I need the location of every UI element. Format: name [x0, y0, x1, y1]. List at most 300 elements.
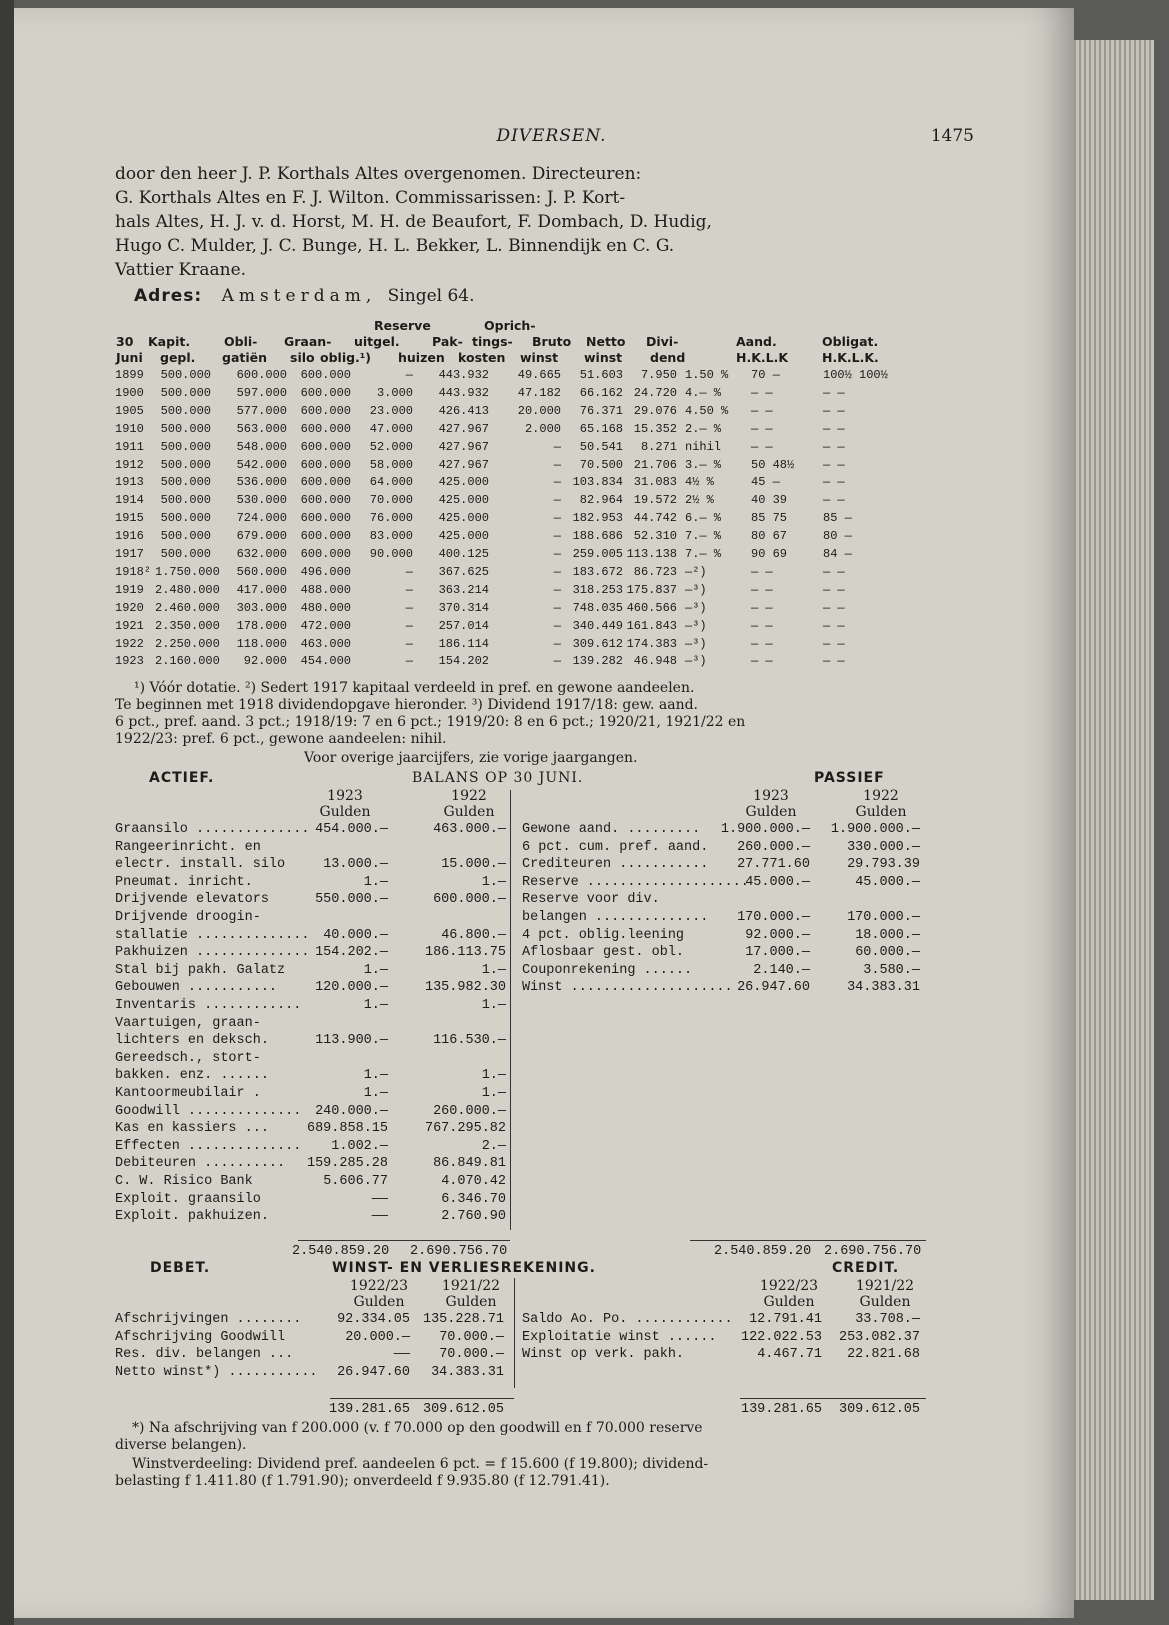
line-item-label: Reserve voor div. — [522, 892, 660, 908]
history-cell: 7.— % — [685, 529, 722, 544]
line-item-value: 170.000.— — [737, 910, 810, 925]
page-header — [129, 126, 974, 152]
history-cell: 85 — — [823, 511, 852, 526]
credit-year-a: 1922/23 — [759, 1278, 819, 1294]
hist-head-b9: dend — [650, 350, 686, 365]
history-cell: 577.000 — [236, 403, 287, 418]
line-item-value: 1.— — [363, 962, 388, 978]
intro-line-4: Hugo C. Mulder, J. C. Bunge, H. L. Bekker, L. Binnendijk en C. G. — [115, 236, 675, 256]
history-cell: — — — [751, 600, 773, 615]
line-item-label: Effecten .............. — [115, 1138, 302, 1154]
hist-head-b6: kosten — [458, 350, 506, 365]
history-cell: 500.000 — [160, 547, 211, 561]
history-cell: 600.000 — [300, 547, 351, 561]
line-item-label: Drijvende elevators — [115, 892, 269, 908]
history-cell: 1900 — [115, 385, 144, 400]
history-cell: 29.076 — [633, 403, 677, 418]
passief-unit-a: Gulden — [745, 804, 797, 820]
line-item-label: Netto winst*) ........... — [115, 1364, 318, 1380]
history-cell: 1910 — [115, 421, 144, 436]
history-cell: —³) — [685, 654, 707, 669]
line-item-value: 92.000.— — [745, 927, 810, 943]
history-cell: 632.000 — [236, 547, 287, 561]
line-item-value: 4.467.71 — [757, 1347, 822, 1363]
line-item-label: Debiteuren .......... — [115, 1156, 286, 1172]
line-item-value: 26.947.60 — [737, 980, 810, 996]
history-cell: — — — [751, 385, 773, 400]
history-cell: 118.000 — [236, 636, 287, 651]
history-cell: 52.000 — [369, 439, 413, 454]
history-cell: 80 67 — [751, 529, 788, 544]
history-row — [115, 386, 965, 403]
history-cell: — — [553, 511, 561, 526]
footer-line-3: Winstverdeeling: Dividend pref. aandeelen 6 pct. = f 15.600 (f 19.800); dividend- — [132, 1456, 709, 1472]
history-cell: 2.480.000 — [155, 582, 220, 597]
hist-head-c3: Graan- — [284, 334, 332, 349]
history-cell: — — — [823, 618, 845, 633]
document-page — [14, 8, 1074, 1618]
history-cell: — — — [751, 636, 773, 651]
history-row — [115, 440, 965, 457]
history-cell: 500.000 — [160, 511, 211, 526]
history-cell: 454.000 — [300, 654, 351, 669]
hist-head-c9: Divi- — [646, 334, 679, 349]
history-cell: — — [553, 457, 561, 472]
history-row — [115, 529, 965, 546]
line-item-value: 135.982.30 — [424, 980, 506, 996]
line-item-value: 159.285.28 — [306, 1156, 388, 1172]
line-item-value: 5.606.77 — [323, 1174, 388, 1189]
history-cell: 82.964 — [579, 493, 623, 508]
line-item-label: Exploit. pakhuizen. — [115, 1209, 269, 1225]
line-item-value: 170.000.— — [847, 910, 920, 925]
line-item-label: Gereedsch., stort- — [115, 1050, 261, 1066]
history-cell: — — — [751, 654, 773, 669]
history-cell: 45 — — [751, 475, 780, 490]
hist-head-b8: winst — [584, 350, 623, 365]
history-cell: 1920 — [115, 600, 144, 615]
hist-head-c6: tings- — [472, 334, 513, 349]
line-item-label: belangen .............. — [522, 910, 709, 925]
history-cell: — — — [823, 457, 845, 472]
history-cell: 76.371 — [579, 403, 623, 418]
history-cell: 24.720 — [633, 385, 677, 400]
line-item-value: 70.000.— — [439, 1329, 504, 1345]
history-cell: 363.214 — [438, 582, 489, 597]
debet-unit-a: Gulden — [353, 1294, 405, 1310]
history-cell: 44.742 — [633, 511, 677, 526]
line-item-label: Res. div. belangen ... — [115, 1347, 294, 1363]
history-cell: 1921 — [115, 618, 144, 633]
line-item-label: Afschrijving Goodwill — [115, 1329, 286, 1345]
page-number: 1475 — [930, 126, 974, 146]
history-cell: 600.000 — [300, 493, 351, 508]
line-item-value: 22.821.68 — [847, 1347, 920, 1363]
line-item-label: Afschrijvingen ........ — [115, 1312, 302, 1327]
history-cell: 500.000 — [160, 421, 211, 436]
passief-total-rule — [690, 1240, 926, 1241]
line-item-label: Drijvende droogin- — [115, 910, 261, 925]
footer-line-4: belasting f 1.411.80 (f 1.791.90); onverdeeld f 9.935.80 (f 12.791.41). — [115, 1473, 610, 1489]
history-cell: 1911 — [115, 439, 144, 454]
actief-total-b: 2.690.756.70 — [410, 1244, 508, 1259]
history-cell: 600.000 — [300, 475, 351, 490]
line-item-label: Reserve .................... — [522, 874, 749, 890]
line-item-value: 17.000.— — [745, 945, 810, 961]
history-cell: 19.572 — [633, 493, 677, 508]
history-row — [115, 619, 965, 636]
history-cell: 2.350.000 — [155, 618, 220, 633]
history-cell: — — [553, 600, 561, 615]
history-cell: 20.000 — [517, 403, 561, 418]
line-item-value: 33.708.— — [855, 1312, 920, 1327]
history-cell: 1913 — [115, 475, 144, 490]
line-item-value: 1.— — [481, 998, 506, 1013]
history-cell: 113.138 — [626, 547, 677, 561]
history-cell: —³) — [685, 582, 707, 597]
hist-head-c0: 30 — [116, 334, 134, 349]
history-cell: nihil — [685, 439, 722, 454]
actief-total-rule — [298, 1240, 510, 1241]
history-cell: 443.932 — [438, 368, 489, 382]
line-item-label: Kas en kassiers ... — [115, 1121, 269, 1137]
history-row — [115, 458, 965, 475]
line-item-value: 27.771.60 — [737, 857, 810, 873]
history-cell: 463.000 — [300, 636, 351, 651]
note-5: Voor overige jaarcijfers, zie vorige jaargangen. — [304, 750, 638, 766]
address-label: Adres: — [134, 286, 203, 306]
passief-year-b: 1922 — [863, 788, 899, 804]
debet-year-b: 1921/22 — [441, 1278, 501, 1294]
actief-total-a: 2.540.859.20 — [292, 1244, 390, 1259]
hist-head-c5: Pak- — [432, 334, 463, 349]
line-item-value: 260.000.— — [737, 839, 810, 855]
history-cell: 548.000 — [236, 439, 287, 454]
history-cell: 40 39 — [751, 493, 788, 508]
line-item-value: 1.002.— — [331, 1138, 388, 1154]
line-item-value: 15.000.— — [441, 857, 506, 873]
history-cell: 600.000 — [300, 457, 351, 472]
hist-head-b2: gatiën — [222, 350, 268, 365]
actief-title: ACTIEF. — [149, 770, 215, 786]
debet-total-b: 309.612.05 — [422, 1402, 504, 1417]
history-cell: 426.413 — [438, 403, 489, 418]
history-cell: — — — [823, 654, 845, 669]
history-cell: — — — [823, 439, 845, 454]
history-cell: — — — [751, 618, 773, 633]
history-cell: 46.948 — [633, 654, 677, 669]
balans-divider — [510, 790, 511, 1230]
history-cell: 8.271 — [640, 439, 677, 454]
history-cell: 460.566 — [626, 600, 677, 615]
history-cell: 600.000 — [300, 421, 351, 436]
line-item-label: Kantoormeubilair . — [115, 1086, 261, 1101]
history-cell: — — [553, 475, 561, 490]
history-cell: 600.000 — [300, 439, 351, 454]
address-city: Amsterdam, — [221, 286, 377, 306]
line-item-value: 34.383.31 — [431, 1364, 504, 1380]
line-item-value: 86.849.81 — [433, 1156, 506, 1172]
passief-total-a: 2.540.859.20 — [714, 1244, 812, 1259]
credit-unit-b: Gulden — [859, 1294, 911, 1310]
line-item-value: 113.900.— — [315, 1033, 388, 1049]
line-item-value: 1.— — [481, 962, 506, 978]
line-item-value: 550.000.— — [315, 892, 388, 908]
history-cell: 597.000 — [236, 385, 287, 400]
history-cell: 1919 — [115, 582, 144, 597]
history-cell: 92.000 — [243, 654, 287, 669]
history-cell: 2.460.000 — [155, 600, 220, 615]
history-cell: 425.000 — [438, 529, 489, 544]
history-cell: 500.000 — [160, 368, 211, 382]
history-cell: 51.603 — [579, 368, 623, 382]
line-item-label: electr. install. silo — [115, 857, 286, 873]
history-cell: 472.000 — [300, 618, 351, 633]
line-item-value: 260.000.— — [433, 1103, 506, 1119]
history-cell: 76.000 — [369, 511, 413, 526]
hist-head-reserve: Reserve — [374, 318, 431, 333]
history-cell: 1.750.000 — [155, 564, 220, 579]
hist-head-c10: Aand. — [736, 334, 777, 349]
line-item-value: 12.791.41 — [749, 1312, 822, 1327]
credit-total-b: 309.612.05 — [838, 1402, 920, 1417]
line-item-value: 70.000.— — [439, 1347, 504, 1363]
history-row — [115, 547, 965, 564]
line-item-value: 6.346.70 — [441, 1191, 506, 1207]
history-cell: —³) — [685, 600, 707, 615]
history-cell: 530.000 — [236, 493, 287, 508]
history-cell: 536.000 — [236, 475, 287, 490]
history-cell: — — [553, 493, 561, 508]
history-row — [115, 404, 965, 421]
history-cell: 100½ 100½ — [823, 368, 888, 382]
history-cell: 425.000 — [438, 493, 489, 508]
line-item-value: 689.858.15 — [306, 1121, 388, 1137]
line-item-value: 2.760.90 — [441, 1209, 506, 1225]
line-item-value: 1.900.000.— — [830, 822, 920, 837]
history-cell: 161.843 — [626, 618, 677, 633]
page-edges — [1074, 40, 1154, 1600]
line-item-label: Gewone aand. ......... — [522, 822, 701, 837]
line-item-value: 240.000.— — [315, 1103, 388, 1119]
hist-head-b3: silo — [290, 350, 315, 365]
line-item-label: Goodwill .............. — [115, 1103, 302, 1119]
history-row — [115, 565, 965, 582]
history-cell: 47.000 — [369, 421, 413, 436]
hist-head-c4: uitgel. — [354, 334, 400, 349]
hist-head-b1: gepl. — [160, 350, 196, 365]
line-item-value: 253.082.37 — [838, 1329, 920, 1345]
debet-total-rule — [330, 1398, 514, 1399]
line-item-value: 767.295.82 — [424, 1121, 506, 1137]
history-cell: 427.967 — [438, 457, 489, 472]
line-item-value: 154.202.— — [315, 945, 388, 961]
line-item-label: Winst op verk. pakh. — [522, 1347, 685, 1363]
history-cell: — — — [751, 582, 773, 597]
history-row — [115, 637, 965, 654]
history-cell: 542.000 — [236, 457, 287, 472]
history-cell: 58.000 — [369, 457, 413, 472]
history-cell: 31.083 — [633, 475, 677, 490]
line-item-value: 186.113.75 — [424, 945, 506, 961]
history-cell: 6.— % — [685, 511, 722, 526]
hist-head-b0: Juni — [116, 350, 143, 365]
line-item-label: Gebouwen ........... — [115, 980, 278, 996]
history-cell: 257.014 — [438, 618, 489, 633]
line-item-value: 1.— — [481, 1068, 506, 1084]
hist-head-b5: huizen — [398, 350, 445, 365]
history-cell: 154.202 — [438, 654, 489, 669]
passief-title: PASSIEF — [814, 770, 885, 786]
history-row — [115, 422, 965, 439]
history-cell: — — [405, 368, 413, 382]
history-cell: — — — [823, 403, 845, 418]
history-cell: 4½ % — [685, 475, 714, 490]
history-cell: — — [405, 582, 413, 597]
history-cell: 748.035 — [572, 600, 623, 615]
history-cell: — — — [823, 564, 845, 579]
history-cell: 139.282 — [572, 654, 623, 669]
line-item-label: Aflosbaar gest. obl. — [522, 945, 685, 961]
debet-title: DEBET. — [150, 1260, 211, 1276]
history-cell: 1912 — [115, 457, 144, 472]
history-cell: 3.— % — [685, 457, 722, 472]
history-cell: 500.000 — [160, 403, 211, 418]
line-item-label: Inventaris ............ — [115, 998, 302, 1013]
credit-year-b: 1921/22 — [855, 1278, 915, 1294]
history-cell: 103.834 — [572, 475, 623, 490]
hist-head-c8: Netto — [586, 334, 626, 349]
history-cell: 3.000 — [376, 385, 413, 400]
actief-unit-b: Gulden — [443, 804, 495, 820]
history-cell: 303.000 — [236, 600, 287, 615]
history-cell: 500.000 — [160, 385, 211, 400]
credit-unit-a: Gulden — [763, 1294, 815, 1310]
history-cell: — — [553, 547, 561, 561]
line-item-value: 2.— — [481, 1138, 506, 1154]
line-item-label: Couponrekening ...... — [522, 962, 693, 978]
note-2: Te beginnen met 1918 dividendopgave hieronder. ³) Dividend 1917/18: gew. aand. — [115, 697, 698, 713]
credit-title: CREDIT. — [832, 1260, 900, 1276]
history-cell: 1914 — [115, 493, 144, 508]
history-cell: 1915 — [115, 511, 144, 526]
history-cell: 480.000 — [300, 600, 351, 615]
credit-total-a: 139.281.65 — [740, 1402, 822, 1417]
history-cell: 65.168 — [579, 421, 623, 436]
history-cell: — — [553, 439, 561, 454]
intro-line-1: door den heer J. P. Korthals Altes overgenomen. Directeuren: — [115, 164, 642, 184]
history-cell: — — [405, 600, 413, 615]
hist-head-c11: Obligat. — [822, 334, 879, 349]
history-cell: 417.000 — [236, 582, 287, 597]
line-item-label: Saldo Ao. Po. ............ — [522, 1312, 733, 1327]
history-cell: 1917 — [115, 547, 144, 561]
history-cell: 600.000 — [300, 385, 351, 400]
history-cell: 2.160.000 — [155, 654, 220, 669]
history-row — [115, 601, 965, 618]
history-cell: 188.686 — [572, 529, 623, 544]
hist-head-c1: Kapit. — [148, 334, 191, 349]
history-cell: — — [405, 564, 413, 579]
history-cell: 367.625 — [438, 564, 489, 579]
line-item-value: 122.022.53 — [740, 1329, 822, 1345]
history-cell: 4.— % — [685, 385, 722, 400]
history-cell: — — — [751, 439, 773, 454]
history-cell: — — [553, 582, 561, 597]
debet-total-a: 139.281.65 — [328, 1402, 410, 1417]
actief-year-a: 1923 — [327, 788, 363, 804]
balans-title: BALANS OP 30 JUNI. — [412, 770, 584, 786]
line-item-value: 34.383.31 — [847, 980, 920, 996]
history-cell: 496.000 — [300, 564, 351, 579]
history-cell: — — [405, 636, 413, 651]
history-cell: 600.000 — [300, 403, 351, 418]
history-cell: 2.— % — [685, 421, 722, 436]
intro-line-2: G. Korthals Altes en F. J. Wilton. Commissarissen: J. P. Kort- — [115, 188, 626, 208]
history-cell: 500.000 — [160, 493, 211, 508]
history-cell: 7.— % — [685, 547, 722, 561]
history-row — [115, 368, 965, 385]
history-cell: 1918² — [115, 564, 152, 579]
hist-head-c2: Obli- — [224, 334, 258, 349]
line-item-label: Exploit. graansilo — [115, 1191, 261, 1207]
history-cell: 64.000 — [369, 475, 413, 490]
line-item-value: 40.000.— — [323, 927, 388, 943]
hist-head-oprich: Oprich- — [484, 318, 536, 333]
line-item-label: C. W. Risico Bank — [115, 1174, 253, 1189]
line-item-label: 6 pct. cum. pref. aand. — [522, 839, 709, 855]
history-cell: 47.182 — [517, 385, 561, 400]
history-row — [115, 475, 965, 492]
line-item-value: 116.530.— — [433, 1033, 506, 1049]
history-cell: 2½ % — [685, 493, 714, 508]
history-cell: 600.000 — [300, 529, 351, 544]
history-cell: 183.672 — [572, 564, 623, 579]
line-item-value: 120.000.— — [315, 980, 388, 996]
history-cell: — — — [823, 385, 845, 400]
line-item-value: 13.000.— — [323, 857, 388, 873]
history-cell: — — [405, 654, 413, 669]
history-cell: 85 75 — [751, 511, 788, 526]
line-item-label: Winst .................... — [522, 980, 733, 996]
history-cell: 84 — — [823, 547, 852, 561]
history-cell: —³) — [685, 618, 707, 633]
history-cell: 1905 — [115, 403, 144, 418]
history-cell: 1923 — [115, 654, 144, 669]
history-cell: 600.000 — [300, 368, 351, 382]
history-cell: 563.000 — [236, 421, 287, 436]
history-cell: 1899 — [115, 368, 144, 382]
history-cell: 2.000 — [524, 421, 561, 436]
history-cell: 49.665 — [517, 368, 561, 382]
history-cell: 600.000 — [236, 368, 287, 382]
history-cell: 600.000 — [300, 511, 351, 526]
history-row — [115, 654, 965, 671]
history-cell: 70.000 — [369, 493, 413, 508]
history-cell: 70 — — [751, 368, 780, 382]
history-cell: 182.953 — [572, 511, 623, 526]
history-row — [115, 583, 965, 600]
history-cell: 724.000 — [236, 511, 287, 526]
credit-total-rule — [740, 1398, 926, 1399]
line-item-value: 3.580.— — [863, 962, 920, 978]
history-cell: 4.50 % — [685, 403, 729, 418]
history-cell: 186.114 — [438, 636, 489, 651]
line-item-value: 1.— — [363, 998, 388, 1013]
line-item-value: 60.000.— — [855, 945, 920, 961]
line-item-label: Pneumat. inricht. — [115, 874, 253, 890]
line-item-value: 1.— — [363, 1086, 388, 1101]
